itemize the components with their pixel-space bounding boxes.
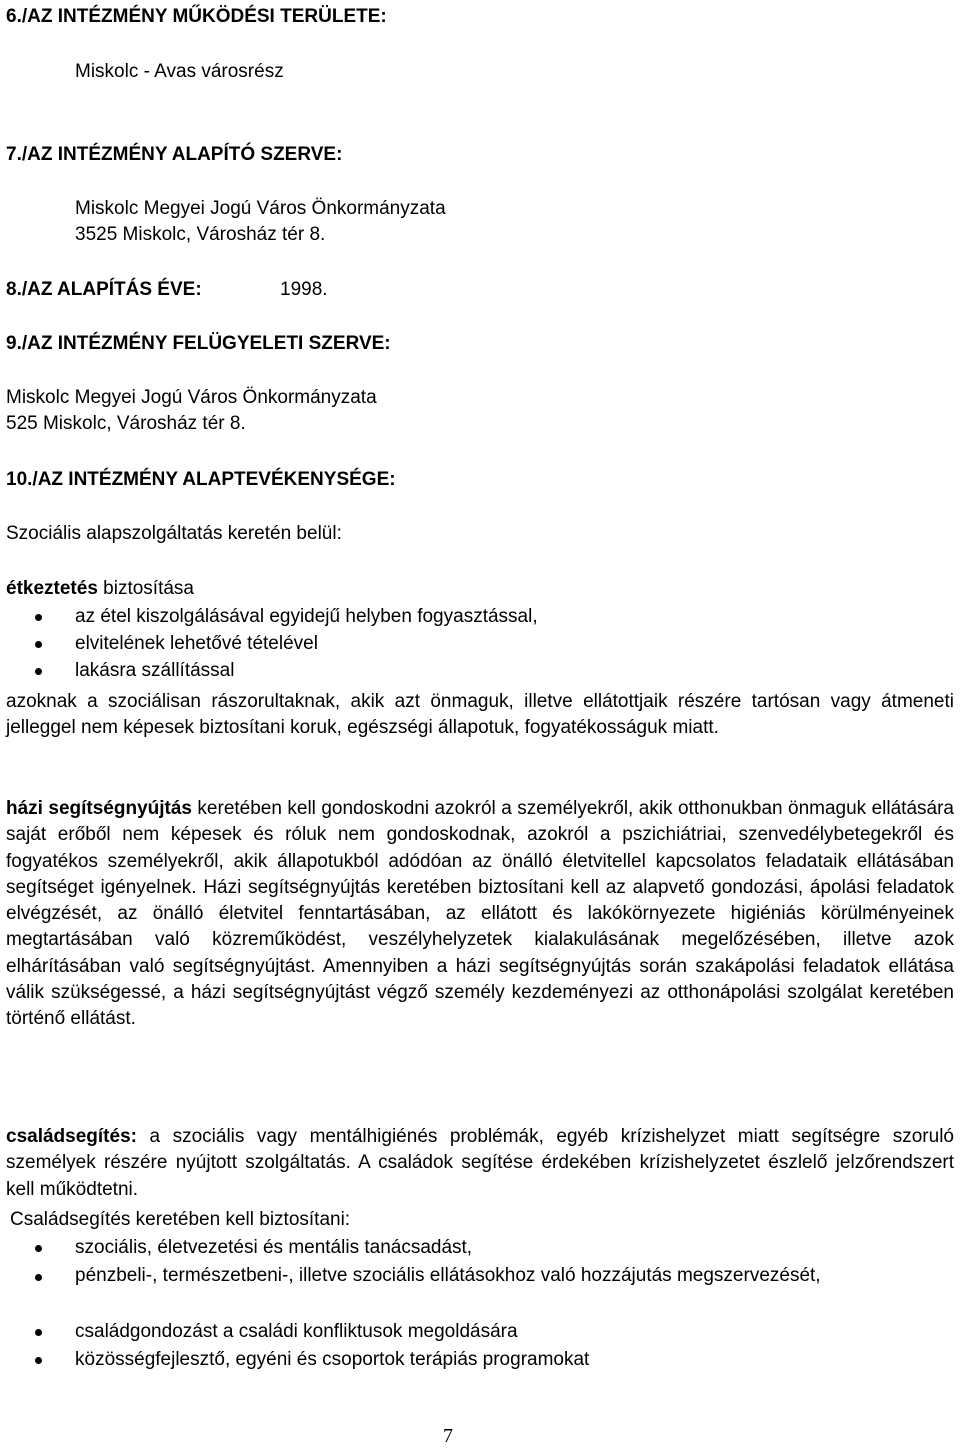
hazi-term: házi segítségnyújtás [6,798,192,819]
bullet-icon [32,1348,46,1372]
bullet-icon [32,1320,46,1344]
csaladsegites-term: családsegítés: [6,1126,137,1147]
section-9-line1: Miskolc Megyei Jogú Város Önkormányzata [6,387,377,408]
etkeztetes-rest: biztosítása [97,578,194,599]
bullet-icon [32,1236,46,1260]
section-6-heading: 6./AZ INTÉZMÉNY MŰKÖDÉSI TERÜLETE: [6,6,387,27]
section-7-line1: Miskolc Megyei Jogú Város Önkormányzata [75,198,446,219]
csaladsegites-bullet-1: szociális, életvezetési és mentális tanácsadást, [75,1237,473,1258]
section-6-value: Miskolc - Avas városrész [75,61,284,82]
bullet-icon [32,605,46,629]
section-8-heading: 8./AZ ALAPÍTÁS ÉVE: [6,279,202,300]
section-7-heading: 7./AZ INTÉZMÉNY ALAPÍTÓ SZERVE: [6,144,343,165]
bullet-icon [32,632,46,656]
etkeztetes-line [6,577,194,601]
csaladsegites-text: a szociális vagy mentálhigiénés problémák, egyéb krízishelyzet miatt segítségre szoruló személyek részére nyújtott szolgáltatás. A családok segítése érdekében krízishelyzetet észlelő jelzőrendszert kell működtetni. [6,1126,954,1200]
bullet-icon [32,1265,46,1289]
bullet-icon [32,659,46,683]
etkeztetes-bullet-1: az étel kiszolgálásával egyidejű helyben fogyasztással, [75,606,538,627]
etkeztetes-bullet-2: elvitelének lehetővé tételével [75,633,318,654]
etkeztetes-paragraph: azoknak a szociálisan rászorultaknak, akik azt önmaguk, illetve ellátottjaik részére tartósan vagy átmeneti jelleggel nem képesek biztosítani koruk, egészségi állapotuk, fogyatékosságuk miatt. [6,691,954,739]
section-9-line2: 525 Miskolc, Városház tér 8. [6,413,246,434]
csaladsegites-bullet-2: pénzbeli-, természetbeni-, illetve szociális ellátásokhoz való hozzájutás megszervezését, [75,1265,821,1286]
section-10-intro: Szociális alapszolgáltatás keretén belül: [6,523,342,544]
hazi-text: keretében kell gondoskodni azokról a személyekről, akik otthonukban önmaguk ellátására saját erőből nem képesek és róluk nem gondoskodnak, azokról a pszichiátriai, szenvedélybetegekről és fogyatékos személyekről, akik állapotukból adódóan az önálló életvitellel kapcsolatos feladataik ellátásában segítséget igényelnek. Házi segítségnyújtás keretében biztosítani kell az alapvető gondozási, ápolási feladatok elvégzését, az önálló életvitel fenntartásában, az ellátott és lakókörnyezete higiéniás körülményeinek megtartásában való közreműködést, veszélyhelyzetek kialakulásának megelőzésében, illetve azok elhárításában való segítségnyújtást. Amennyiben a házi segítségnyújtás során szakápolási feladatok ellátása válik szükségessé, a házi segítségnyújtást végző személy kezdeményezi az otthonápolási szolgálat keretében történő ellátást. [6,798,954,1030]
section-7-line2: 3525 Miskolc, Városház tér 8. [75,224,326,245]
csaladsegites-intro: Családsegítés keretében kell biztosítani: [10,1209,351,1230]
section-8-value: 1998. [280,279,328,300]
page-number: 7 [443,1425,453,1447]
section-9-heading: 9./AZ INTÉZMÉNY FELÜGYELETI SZERVE: [6,333,391,354]
hazi-paragraph [6,796,954,1033]
csaladsegites-bullet-3: családgondozást a családi konfliktusok megoldására [75,1321,518,1342]
etkeztetes-term: étkeztetés [6,578,98,599]
csaladsegites-bullet-4: közösségfejlesztő, egyéni és csoportok terápiás programokat [75,1349,590,1370]
section-10-heading: 10./AZ INTÉZMÉNY ALAPTEVÉKENYSÉGE: [6,469,396,490]
etkeztetes-bullet-3: lakásra szállítással [75,660,235,681]
csaladsegites-paragraph [6,1124,954,1203]
